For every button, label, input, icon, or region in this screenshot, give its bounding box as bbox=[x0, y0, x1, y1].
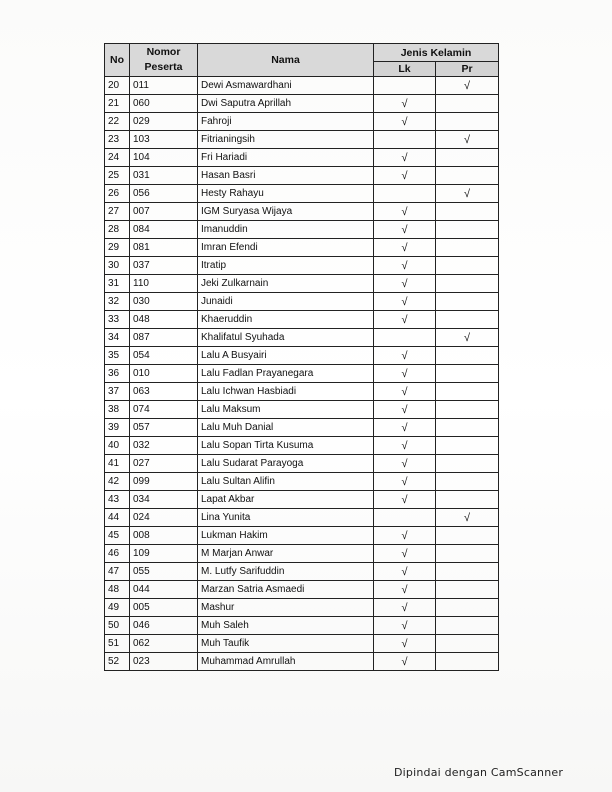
participant-number: 048 bbox=[130, 311, 198, 329]
participant-name: Lalu Sopan Tirta Kusuma bbox=[198, 437, 374, 455]
gender-female-check bbox=[436, 275, 499, 293]
table-body bbox=[105, 77, 499, 671]
gender-female-check bbox=[436, 401, 499, 419]
table-row bbox=[105, 239, 499, 257]
header-nomor-line2: Peserta bbox=[144, 61, 183, 73]
gender-male-check: √ bbox=[374, 95, 436, 113]
participant-name: Mashur bbox=[198, 599, 374, 617]
participant-number: 024 bbox=[130, 509, 198, 527]
gender-male-check: √ bbox=[374, 653, 436, 671]
table-row bbox=[105, 149, 499, 167]
participant-number: 027 bbox=[130, 455, 198, 473]
gender-male-check: √ bbox=[374, 221, 436, 239]
participant-name: Lalu Maksum bbox=[198, 401, 374, 419]
row-number: 42 bbox=[105, 473, 130, 491]
gender-female-check bbox=[436, 563, 499, 581]
participant-number: 084 bbox=[130, 221, 198, 239]
gender-male-check bbox=[374, 77, 436, 95]
gender-male-check: √ bbox=[374, 113, 436, 131]
gender-female-check bbox=[436, 365, 499, 383]
participant-name: Jeki Zulkarnain bbox=[198, 275, 374, 293]
participant-number: 099 bbox=[130, 473, 198, 491]
row-number: 29 bbox=[105, 239, 130, 257]
table-row bbox=[105, 365, 499, 383]
participant-name: Itratip bbox=[198, 257, 374, 275]
table-row bbox=[105, 473, 499, 491]
participant-name: Fri Hariadi bbox=[198, 149, 374, 167]
participant-number: 037 bbox=[130, 257, 198, 275]
gender-female-check bbox=[436, 95, 499, 113]
gender-female-check bbox=[436, 491, 499, 509]
participant-number: 074 bbox=[130, 401, 198, 419]
gender-female-check: √ bbox=[436, 329, 499, 347]
gender-female-check bbox=[436, 419, 499, 437]
table-row bbox=[105, 581, 499, 599]
table-row bbox=[105, 437, 499, 455]
table-row bbox=[105, 545, 499, 563]
row-number: 45 bbox=[105, 527, 130, 545]
table-row bbox=[105, 347, 499, 365]
gender-male-check: √ bbox=[374, 545, 436, 563]
table-row bbox=[105, 329, 499, 347]
table-header bbox=[105, 44, 499, 77]
table-row bbox=[105, 257, 499, 275]
table-row bbox=[105, 635, 499, 653]
table-row bbox=[105, 509, 499, 527]
table-row bbox=[105, 275, 499, 293]
participant-name: Lalu Sudarat Parayoga bbox=[198, 455, 374, 473]
participant-number: 056 bbox=[130, 185, 198, 203]
participant-number: 104 bbox=[130, 149, 198, 167]
participant-name: Khaeruddin bbox=[198, 311, 374, 329]
row-number: 44 bbox=[105, 509, 130, 527]
participant-table bbox=[104, 43, 499, 671]
participant-name: Lapat Akbar bbox=[198, 491, 374, 509]
table-row bbox=[105, 185, 499, 203]
gender-male-check: √ bbox=[374, 563, 436, 581]
header-nomor-line1: Nomor bbox=[146, 46, 181, 58]
gender-male-check bbox=[374, 509, 436, 527]
row-number: 41 bbox=[105, 455, 130, 473]
row-number: 52 bbox=[105, 653, 130, 671]
participant-number: 023 bbox=[130, 653, 198, 671]
participant-number: 008 bbox=[130, 527, 198, 545]
gender-female-check: √ bbox=[436, 77, 499, 95]
row-number: 38 bbox=[105, 401, 130, 419]
row-number: 27 bbox=[105, 203, 130, 221]
participant-number: 081 bbox=[130, 239, 198, 257]
participant-name: Fahroji bbox=[198, 113, 374, 131]
participant-name: M. Lutfy Sarifuddin bbox=[198, 563, 374, 581]
gender-male-check: √ bbox=[374, 599, 436, 617]
row-number: 35 bbox=[105, 347, 130, 365]
participant-name: Lalu Sultan Alifin bbox=[198, 473, 374, 491]
participant-name: Muh Taufik bbox=[198, 635, 374, 653]
participant-number: 030 bbox=[130, 293, 198, 311]
gender-male-check: √ bbox=[374, 365, 436, 383]
header-no: No bbox=[105, 44, 130, 77]
gender-male-check: √ bbox=[374, 239, 436, 257]
header-nama: Nama bbox=[198, 44, 374, 77]
gender-male-check: √ bbox=[374, 311, 436, 329]
participant-number: 034 bbox=[130, 491, 198, 509]
participant-number: 031 bbox=[130, 167, 198, 185]
gender-female-check bbox=[436, 383, 499, 401]
participant-number: 005 bbox=[130, 599, 198, 617]
participant-number: 062 bbox=[130, 635, 198, 653]
row-number: 47 bbox=[105, 563, 130, 581]
gender-male-check: √ bbox=[374, 473, 436, 491]
gender-male-check: √ bbox=[374, 275, 436, 293]
gender-female-check bbox=[436, 221, 499, 239]
gender-female-check bbox=[436, 653, 499, 671]
camscanner-watermark: Dipindai dengan CamScanner bbox=[394, 766, 564, 779]
row-number: 25 bbox=[105, 167, 130, 185]
gender-male-check: √ bbox=[374, 581, 436, 599]
row-number: 26 bbox=[105, 185, 130, 203]
gender-female-check bbox=[436, 437, 499, 455]
gender-male-check: √ bbox=[374, 401, 436, 419]
gender-female-check bbox=[436, 545, 499, 563]
gender-female-check bbox=[436, 635, 499, 653]
gender-female-check bbox=[436, 617, 499, 635]
table-row bbox=[105, 167, 499, 185]
participant-number: 032 bbox=[130, 437, 198, 455]
gender-male-check: √ bbox=[374, 347, 436, 365]
participant-name: Muh Saleh bbox=[198, 617, 374, 635]
participant-number: 011 bbox=[130, 77, 198, 95]
participant-number: 057 bbox=[130, 419, 198, 437]
row-number: 28 bbox=[105, 221, 130, 239]
row-number: 30 bbox=[105, 257, 130, 275]
table-row bbox=[105, 311, 499, 329]
row-number: 23 bbox=[105, 131, 130, 149]
gender-female-check bbox=[436, 473, 499, 491]
row-number: 31 bbox=[105, 275, 130, 293]
participant-name: Dewi Asmawardhani bbox=[198, 77, 374, 95]
gender-male-check: √ bbox=[374, 293, 436, 311]
row-number: 39 bbox=[105, 419, 130, 437]
row-number: 50 bbox=[105, 617, 130, 635]
row-number: 22 bbox=[105, 113, 130, 131]
table-row bbox=[105, 617, 499, 635]
participant-name: Hesty Rahayu bbox=[198, 185, 374, 203]
participant-number: 007 bbox=[130, 203, 198, 221]
row-number: 24 bbox=[105, 149, 130, 167]
row-number: 20 bbox=[105, 77, 130, 95]
header-lk: Lk bbox=[374, 62, 436, 77]
gender-female-check bbox=[436, 203, 499, 221]
gender-male-check: √ bbox=[374, 257, 436, 275]
gender-female-check bbox=[436, 239, 499, 257]
header-jenis-kelamin: Jenis Kelamin bbox=[374, 44, 499, 62]
gender-female-check bbox=[436, 311, 499, 329]
participant-name: M Marjan Anwar bbox=[198, 545, 374, 563]
participant-name: IGM Suryasa Wijaya bbox=[198, 203, 374, 221]
row-number: 32 bbox=[105, 293, 130, 311]
participant-name: Imanuddin bbox=[198, 221, 374, 239]
row-number: 36 bbox=[105, 365, 130, 383]
row-number: 21 bbox=[105, 95, 130, 113]
table-row bbox=[105, 401, 499, 419]
table-row bbox=[105, 131, 499, 149]
participant-name: Muhammad Amrullah bbox=[198, 653, 374, 671]
header-nomor-peserta bbox=[130, 44, 198, 77]
row-number: 48 bbox=[105, 581, 130, 599]
participant-name: Marzan Satria Asmaedi bbox=[198, 581, 374, 599]
row-number: 51 bbox=[105, 635, 130, 653]
gender-female-check: √ bbox=[436, 185, 499, 203]
participant-name: Khalifatul Syuhada bbox=[198, 329, 374, 347]
table-row bbox=[105, 419, 499, 437]
gender-male-check: √ bbox=[374, 635, 436, 653]
table-row bbox=[105, 203, 499, 221]
participant-number: 054 bbox=[130, 347, 198, 365]
table-row bbox=[105, 527, 499, 545]
header-pr: Pr bbox=[436, 62, 499, 77]
row-number: 49 bbox=[105, 599, 130, 617]
gender-female-check bbox=[436, 257, 499, 275]
gender-female-check bbox=[436, 581, 499, 599]
gender-male-check: √ bbox=[374, 383, 436, 401]
gender-male-check bbox=[374, 329, 436, 347]
participant-name: Lalu Muh Danial bbox=[198, 419, 374, 437]
participant-name: Hasan Basri bbox=[198, 167, 374, 185]
table-row bbox=[105, 491, 499, 509]
participant-name: Fitrianingsih bbox=[198, 131, 374, 149]
participant-name: Imran Efendi bbox=[198, 239, 374, 257]
table-row bbox=[105, 77, 499, 95]
table-row bbox=[105, 383, 499, 401]
gender-female-check bbox=[436, 113, 499, 131]
gender-female-check bbox=[436, 293, 499, 311]
table-row bbox=[105, 221, 499, 239]
gender-male-check: √ bbox=[374, 491, 436, 509]
gender-male-check: √ bbox=[374, 527, 436, 545]
participant-number: 046 bbox=[130, 617, 198, 635]
participant-number: 063 bbox=[130, 383, 198, 401]
participant-name: Lalu Ichwan Hasbiadi bbox=[198, 383, 374, 401]
row-number: 43 bbox=[105, 491, 130, 509]
gender-male-check bbox=[374, 131, 436, 149]
gender-female-check: √ bbox=[436, 509, 499, 527]
gender-male-check: √ bbox=[374, 149, 436, 167]
gender-female-check bbox=[436, 527, 499, 545]
participant-number: 060 bbox=[130, 95, 198, 113]
gender-male-check: √ bbox=[374, 617, 436, 635]
gender-male-check: √ bbox=[374, 167, 436, 185]
row-number: 40 bbox=[105, 437, 130, 455]
participant-number: 087 bbox=[130, 329, 198, 347]
gender-female-check bbox=[436, 347, 499, 365]
participant-name: Dwi Saputra Aprillah bbox=[198, 95, 374, 113]
participant-name: Lalu A Busyairi bbox=[198, 347, 374, 365]
row-number: 34 bbox=[105, 329, 130, 347]
participant-name: Lukman Hakim bbox=[198, 527, 374, 545]
table-row bbox=[105, 563, 499, 581]
gender-female-check bbox=[436, 455, 499, 473]
gender-male-check bbox=[374, 185, 436, 203]
participant-name: Lina Yunita bbox=[198, 509, 374, 527]
table-row bbox=[105, 293, 499, 311]
gender-male-check: √ bbox=[374, 203, 436, 221]
table-row bbox=[105, 95, 499, 113]
table-row bbox=[105, 653, 499, 671]
row-number: 33 bbox=[105, 311, 130, 329]
gender-female-check: √ bbox=[436, 131, 499, 149]
gender-female-check bbox=[436, 149, 499, 167]
gender-male-check: √ bbox=[374, 419, 436, 437]
gender-female-check bbox=[436, 599, 499, 617]
participant-name: Junaidi bbox=[198, 293, 374, 311]
gender-male-check: √ bbox=[374, 455, 436, 473]
participant-number: 110 bbox=[130, 275, 198, 293]
gender-male-check: √ bbox=[374, 437, 436, 455]
table-row bbox=[105, 455, 499, 473]
participant-number: 109 bbox=[130, 545, 198, 563]
table-row bbox=[105, 599, 499, 617]
participant-number: 044 bbox=[130, 581, 198, 599]
participant-name: Lalu Fadlan Prayanegara bbox=[198, 365, 374, 383]
row-number: 37 bbox=[105, 383, 130, 401]
participant-number: 055 bbox=[130, 563, 198, 581]
participant-number: 103 bbox=[130, 131, 198, 149]
participant-number: 010 bbox=[130, 365, 198, 383]
row-number: 46 bbox=[105, 545, 130, 563]
table-row bbox=[105, 113, 499, 131]
participant-number: 029 bbox=[130, 113, 198, 131]
gender-female-check bbox=[436, 167, 499, 185]
